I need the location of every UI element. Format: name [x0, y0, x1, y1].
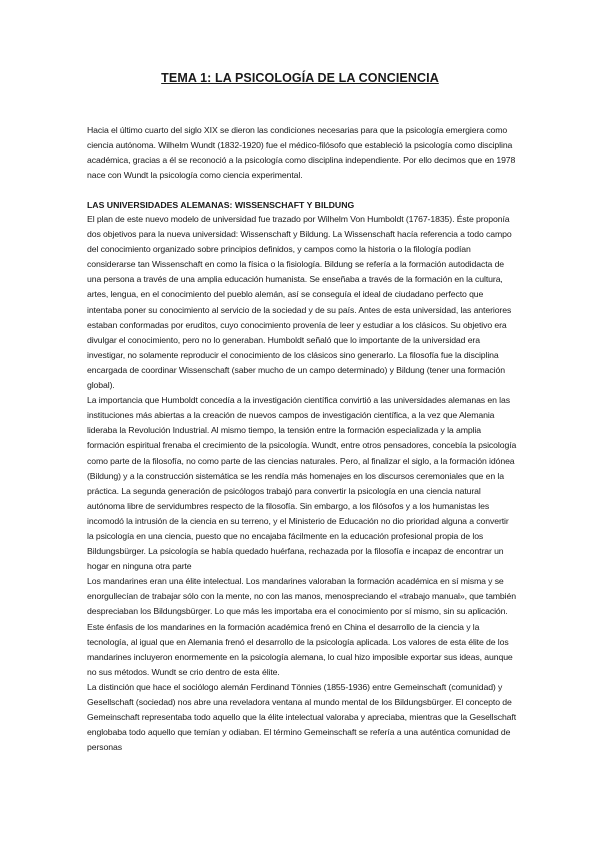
page-title: TEMA 1: LA PSICOLOGÍA DE LA CONCIENCIA [161, 71, 439, 85]
intro-text: Hacia el último cuarto del siglo XIX se dieron las condiciones necesarias para que la psicología emergiera como ciencia autónoma. Wilhelm Wundt (1832-1920) fue el médico-filósofo que estableció la psicología como disciplina académica, gracias a él se reconoció a la psicología como disciplina independiente. Por ello decimos que en 1978 nace con Wundt la psicología como ciencia experimental. [87, 125, 516, 181]
body-paragraph-2: La importancia que Humboldt concedía a la investigación científica convirtió a las universidades alemanas en las instituciones más abiertas a la creación de nuevos campos de investigación científica, a la vez que Alemania lideraba la Revolución Industrial. Al mismo tiempo, la tensión entre la formación especializada y la amplia formación espiritual frenaba el crecimiento de la psicología. Wundt, entre otros pensadores, concebía la psicología como parte de la filosofía, no como parte de las ciencias naturales. Pero, al finalizar el siglo, a la formación idónea (Bildung) y a la construcción sistemática se les rendía más homenajes en los discursos ceremoniales que en la práctica. La segunda generación de psicólogos trabajó para convertir la psicología en una ciencia natural autónoma libre de servidumbres respecto de la filosofía. Sin embargo, a los filósofos y a los humanistas les incomodó la intrusión de la ciencia en su terreno, y el Ministerio de Educación no dio prioridad alguna a convertir la psicología en una ciencia, puesto que no encajaba fácilmente en la educación profesional propia de los Bildungsbürger. La psicología se había quedado huérfana, rechazada por la filosofía e incapaz de encontrar un hogar en ninguna otra parte [87, 395, 517, 572]
body-paragraph-3: Los mandarines eran una élite intelectual. Los mandarines valoraban la formación académica en sí misma y se enorgullecían de trabajar sólo con la mente, no con las manos, menospreciando el «trabajo manual», que también despreciaban los Bildungsbürger. Lo que más les importaba era el conocimiento por sí mismo, sin su aplicación. Este énfasis de los mandarines en la formación académica frenó en China el desarrollo de la ciencia y la tecnología, al igual que en Alemania frenó el desarrollo de la psicología aplicada. Los valores de esta élite de los mandarines incluyeron enormemente en la psicología alemana, lo cual hizo imposible exportar sus ideas, aunque no sus métodos. Wundt se crio dentro de esta élite. [87, 576, 516, 677]
section-body [87, 212, 517, 755]
section-heading: LAS UNIVERSIDADES ALEMANAS: WISSENSCHAFT Y BILDUNG [87, 200, 355, 210]
body-paragraph-1: El plan de este nuevo modelo de universidad fue trazado por Wilhelm Von Humboldt (1767-1835). Éste proponía dos objetivos para la nueva universidad: Wissenschaft y Bildung. La Wissenschaft hacía referencia a todo campo del conocimiento organizado sobre principios definidos, y campos como la historia o la filología podían considerarse tan Wissenschaft en como la física o la fisiología. Bildung se refería a la formación autodidacta de una persona a través de una amplia educación humanista. Se enseñaba a través de la formación en la cultura, artes, lengua, en el conocimiento del pueblo alemán, así se conseguía el ideal de ciudadano perfecto que intentaba poner su conocimiento al servicio de la sociedad y de su país. Antes de esta universidad, las anteriores estaban conformadas por eruditos, cuyo conocimiento provenía de leer y estudiar a los clásicos. Su objetivo era divulgar el conocimiento, pero no lo generaban. Humboldt señaló que lo importante de la universidad era investigar, no solamente reproducir el conocimiento de los clásicos sino generarlo. La filosofía fue la disciplina encargada de coordinar Wissenschaft (saber mucho de un campo determinado) y Bildung (tener una formación global). [87, 214, 512, 391]
body-paragraph-4: La distinción que hace el sociólogo alemán Ferdinand Tönnies (1855-1936) entre Gemeinschaft (comunidad) y Gesellschaft (sociedad) nos abre una reveladora ventana al mundo mental de los Bildungsbürger. El concepto de Gemeinschaft representaba todo aquello que la élite intelectual valoraba y apreciaba, mientras que la Gesellschaft englobaba todo aquello que temían y odiaban. El término Gemeinschaft se refería a una auténtica comunidad de personas [87, 681, 517, 753]
intro-paragraph [87, 123, 517, 183]
